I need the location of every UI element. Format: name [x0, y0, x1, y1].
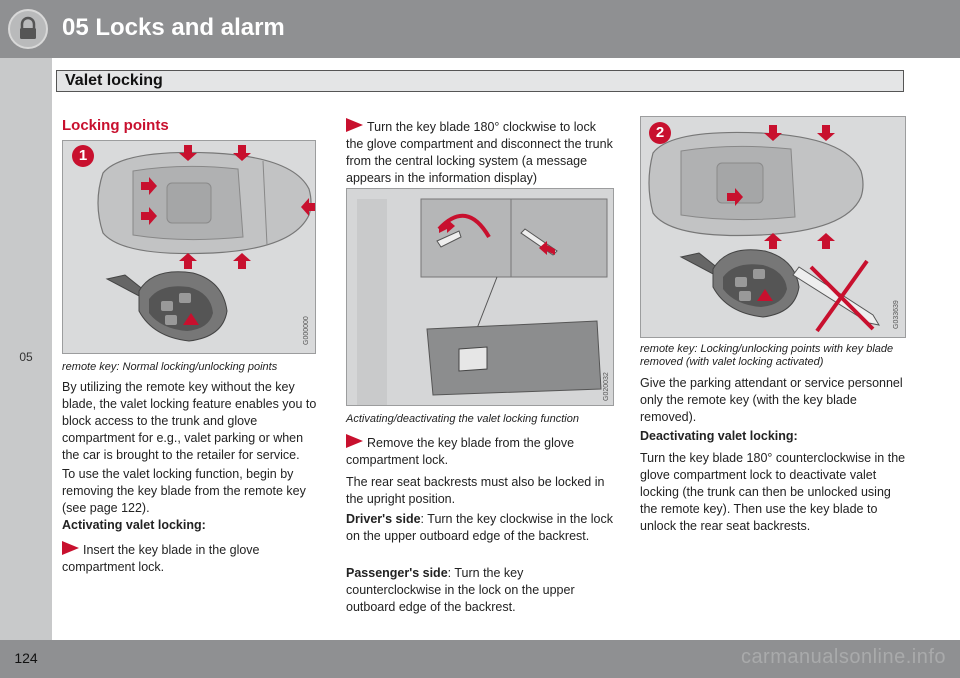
figure-code: G020032 — [603, 372, 610, 401]
lock-icon — [8, 9, 48, 49]
figure-callout-1: 1 — [78, 147, 88, 164]
figure-code: G000000 — [303, 316, 310, 345]
heading-locking-points: Locking points — [62, 117, 169, 134]
figure-caption: remote key: Normal locking/unlocking points — [62, 361, 278, 373]
step-arrow-icon — [346, 118, 363, 132]
paragraph: By utilizing the remote key without the key blade, the valet locking feature enables you to block access to the trunk and glove compartment for e.g., valet parking or when the car is brought to the retailer for service. — [62, 380, 317, 462]
deactivating-heading: Deactivating valet locking: — [640, 429, 798, 443]
passengers-side-instruction: Passenger's side: Turn the key counterclockwise in the lock on the upper outboard edge of the backrest. — [346, 566, 575, 614]
figure-caption: remote key: Locking/unlocking points with key blade removed (with valet locking activated) — [640, 343, 894, 368]
section-title: Valet locking — [65, 72, 163, 89]
paragraph: Turn the key blade 180° counterclockwise in the glove compartment lock to deactivate valet locking (the trunk can then be unlocked using the remote key). Then use the key blade to unlock the rear seat backrests. — [640, 451, 906, 533]
passengers-side-label: Passenger's side — [346, 566, 448, 580]
section-bar — [56, 70, 904, 92]
watermark: carmanualsonline.info — [740, 646, 946, 668]
figure-callout-2: 2 — [655, 124, 665, 141]
sidebar-chapter-number: 05 — [19, 350, 33, 364]
figure-normal-locking — [62, 140, 316, 354]
step-1-text: Insert the key blade in the glove compartment lock. — [62, 543, 260, 574]
step-3 — [346, 434, 614, 469]
figure-caption: Activating/deactivating the valet locking function — [346, 413, 579, 425]
paragraph: To use the valet locking function, begin by removing the key blade from the remote key (see page 122). — [62, 467, 306, 515]
step-arrow-icon — [62, 541, 79, 555]
paragraph: Give the parking attendant or service personnel only the remote key (with the key blade removed). — [640, 376, 903, 424]
drivers-side-instruction: Driver's side: Turn the key clockwise in the lock on the upper outboard edge of the backrest. — [346, 512, 613, 543]
drivers-side-label: Driver's side — [346, 512, 421, 526]
chapter-sidebar — [0, 58, 52, 640]
glove-compartment-illustration — [347, 189, 614, 406]
step-2-text: Turn the key blade 180° clockwise to lock the glove compartment and disconnect the trunk from the central locking system (a message appears in the information display) — [346, 120, 613, 185]
activating-heading: Activating valet locking: — [62, 518, 206, 532]
figure-valet-locking — [640, 116, 906, 338]
chapter-title: 05 Locks and alarm — [62, 14, 285, 41]
paragraph: The rear seat backrests must also be locked in the upright position. — [346, 475, 605, 506]
step-2 — [346, 118, 614, 187]
figure-glove-compartment — [346, 188, 614, 406]
step-3-text: Remove the key blade from the glove compartment lock. — [346, 436, 575, 467]
car-key-illustration — [641, 117, 906, 338]
step-1 — [62, 541, 320, 576]
page-number: 124 — [14, 650, 38, 666]
step-arrow-icon — [346, 434, 363, 448]
car-key-illustration — [63, 141, 316, 354]
figure-code: G033639 — [893, 300, 900, 329]
